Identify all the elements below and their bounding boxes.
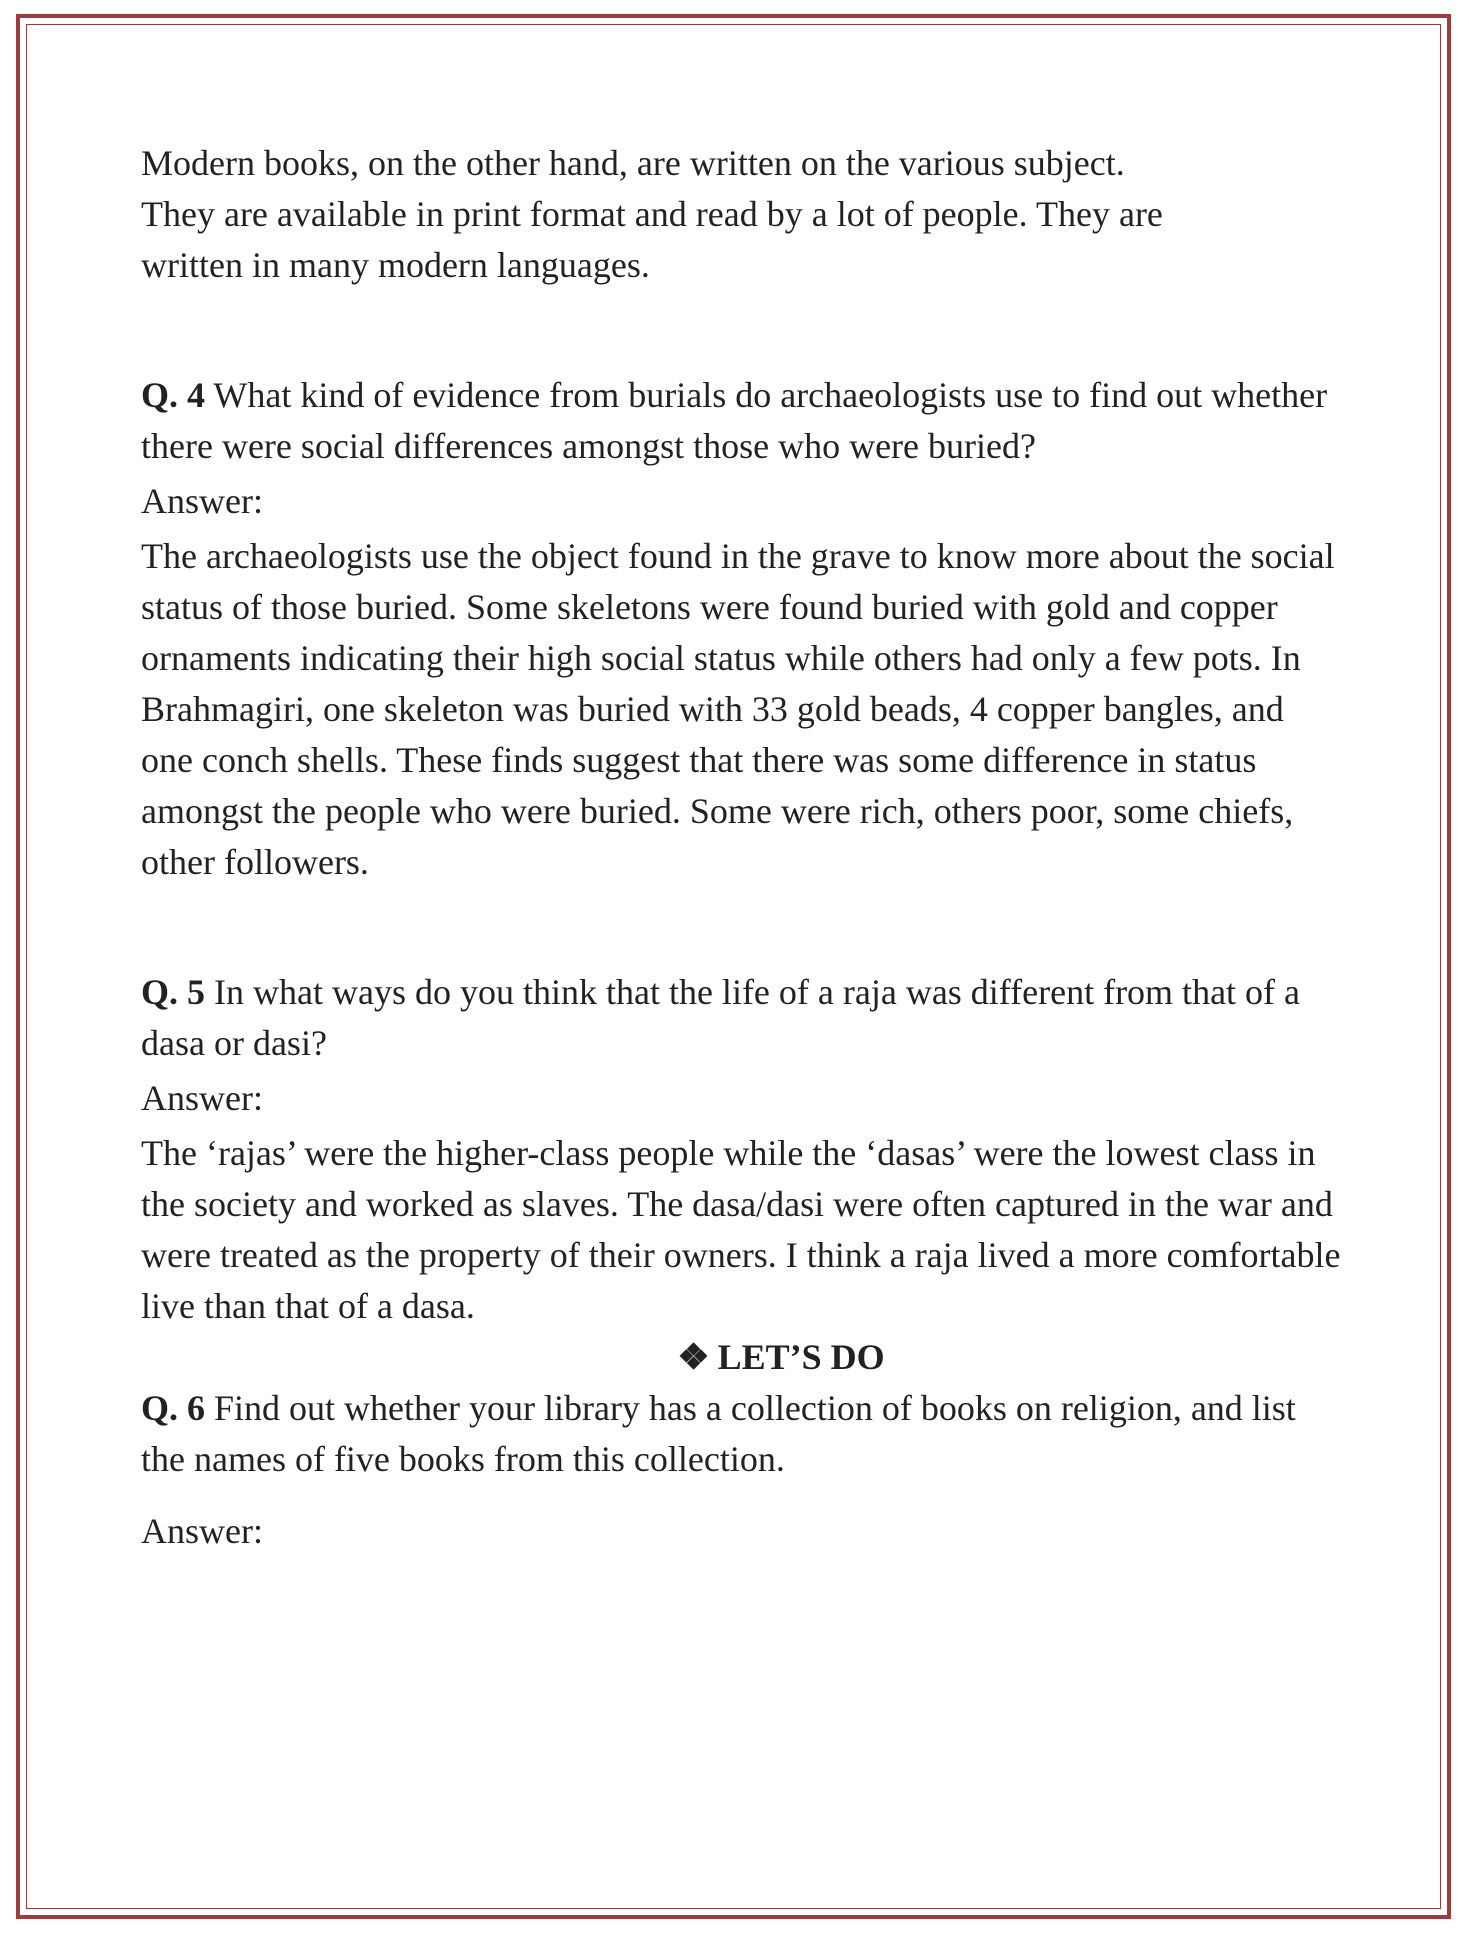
- question-5-block: [141, 967, 1341, 1332]
- question-6: [141, 1383, 1341, 1485]
- lets-do-heading-text: LET’S DO: [717, 1337, 885, 1377]
- question-5-answer-label: Answer:: [141, 1078, 263, 1118]
- question-4-text: What kind of evidence from burials do archaeologists use to find out whether there were social differences amongst those who were buried?: [141, 375, 1328, 466]
- question-6-block: [141, 1383, 1341, 1557]
- diamond-bullet-icon: ❖: [677, 1337, 710, 1377]
- question-5-text: In what ways do you think that the life of a raja was different from that of a dasa or dasi?: [141, 972, 1301, 1063]
- question-6-text: Find out whether your library has a collection of books on religion, and list the names of five books from this collection.: [141, 1388, 1296, 1479]
- question-5-label: Q. 5: [141, 972, 206, 1012]
- question-5: [141, 967, 1341, 1069]
- question-6-label: Q. 6: [141, 1388, 206, 1428]
- question-4-answer-label: Answer:: [141, 481, 263, 521]
- question-6-answer-label: Answer:: [141, 1511, 263, 1551]
- intro-line: written in many modern languages.: [141, 245, 650, 285]
- question-4-label: Q. 4: [141, 375, 206, 415]
- intro-line: Modern books, on the other hand, are written on the various subject.: [141, 143, 1125, 183]
- question-5-answer: The ‘rajas’ were the higher-class people while the ‘dasas’ were the lowest class in the society and worked as slaves. The dasa/dasi were often captured in the war and were treated as the property of their owners. I think a raja lived a more comfortable live than that of a dasa.: [141, 1133, 1341, 1326]
- question-4: [141, 370, 1341, 472]
- question-4-answer: The archaeologists use the object found in the grave to know more about the social status of those buried. Some skeletons were found buried with gold and copper ornaments indicating their high social status while others had only a few pots. In Brahmagiri, one skeleton was buried with 33 gold beads, 4 copper bangles, and one conch shells. These finds suggest that there was some difference in status amongst the people who were buried. Some were rich, others poor, some chiefs, other followers.: [141, 536, 1335, 882]
- document-body: [141, 138, 1341, 1557]
- intro-paragraph: [141, 138, 1341, 291]
- lets-do-heading: [141, 1332, 1341, 1383]
- question-4-block: [141, 370, 1341, 888]
- intro-line: They are available in print format and read by a lot of people. They are: [141, 194, 1163, 234]
